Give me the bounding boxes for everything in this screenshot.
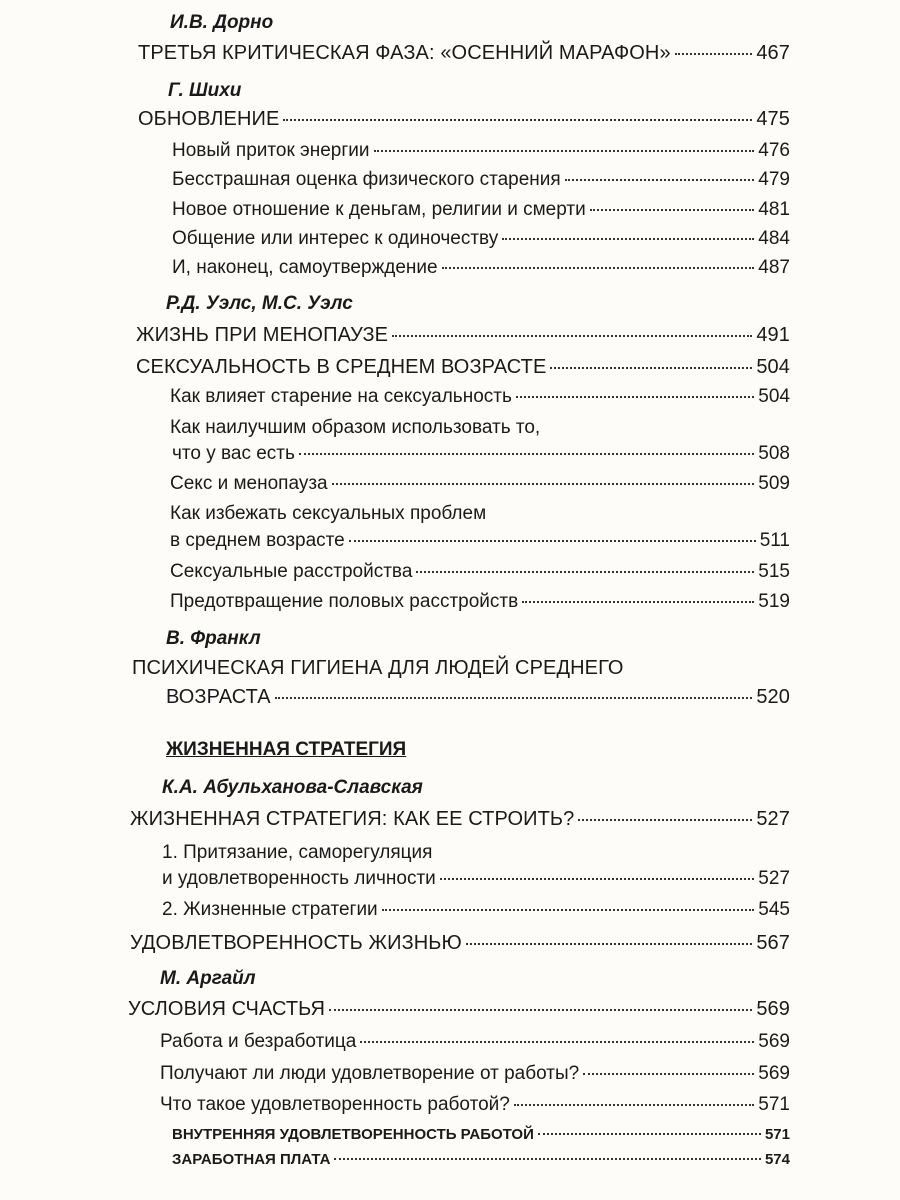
toc-entry: ЖИЗНЬ ПРИ МЕНОПАУЗЕ 491 xyxy=(136,324,790,346)
toc-entry: Как влияет старение на сексуальность 504 xyxy=(170,386,790,407)
toc-entry: ТРЕТЬЯ КРИТИЧЕСКАЯ ФАЗА: «ОСЕННИЙ МАРАФОН» 467 xyxy=(138,42,790,64)
toc-entry-line1: Как избежать сексуальных проблем xyxy=(170,503,487,524)
author-wells: Р.Д. Уэлс, М.С. Уэлс xyxy=(166,293,353,314)
toc-entry: Новое отношение к деньгам, религии и смерти 481 xyxy=(172,199,790,220)
toc-entry: ЗАРАБОТНАЯ ПЛАТА 574 xyxy=(172,1151,790,1168)
toc-entry: УСЛОВИЯ СЧАСТЬЯ 569 xyxy=(128,998,790,1020)
toc-entry: Получают ли люди удовлетворение от работы? 569 xyxy=(160,1063,790,1084)
toc-entry: Предотвращение половых расстройств 519 xyxy=(170,591,790,612)
toc-entry: 2. Жизненные стратегии 545 xyxy=(162,899,790,920)
toc-entry: ОБНОВЛЕНИЕ 475 xyxy=(138,108,790,130)
toc-entry-line1: 1. Притязание, саморегуляция xyxy=(162,842,433,863)
toc-entry-line1: ПСИХИЧЕСКАЯ ГИГИЕНА ДЛЯ ЛЮДЕЙ СРЕДНЕГО xyxy=(132,657,624,679)
author-frankl: В. Франкл xyxy=(166,628,261,649)
toc-entry: Работа и безработица 569 xyxy=(160,1031,790,1052)
toc-entry: Сексуальные расстройства 515 xyxy=(170,561,790,582)
toc-entry: Что такое удовлетворенность работой? 571 xyxy=(160,1094,790,1115)
toc-entry: Бесстрашная оценка физического старения 479 xyxy=(172,169,790,190)
toc-entry: ВНУТРЕННЯЯ УДОВЛЕТВОРЕННОСТЬ РАБОТОЙ 571 xyxy=(172,1126,790,1143)
author-argyle: М. Аргайл xyxy=(160,968,256,989)
toc-entry: ЖИЗНЕННАЯ СТРАТЕГИЯ: КАК ЕЕ СТРОИТЬ? 527 xyxy=(130,808,790,830)
toc-entry: И, наконец, самоутверждение 487 xyxy=(172,257,790,278)
toc-entry: Общение или интерес к одиночеству 484 xyxy=(172,228,790,249)
toc-entry: и удовлетворенность личности 527 xyxy=(162,868,790,889)
toc-entry: СЕКСУАЛЬНОСТЬ В СРЕДНЕМ ВОЗРАСТЕ 504 xyxy=(136,356,790,378)
toc-entry: что у вас есть 508 xyxy=(172,443,790,464)
author-abulkhanova: К.А. Абульханова-Славская xyxy=(162,777,423,798)
toc-entry: УДОВЛЕТВОРЕННОСТЬ ЖИЗНЬЮ 567 xyxy=(130,932,790,954)
toc-entry: Секс и менопауза 509 xyxy=(170,473,790,494)
toc-entry: Новый приток энергии 476 xyxy=(172,140,790,161)
toc-entry: в среднем возрасте 511 xyxy=(170,530,790,551)
section-heading: ЖИЗНЕННАЯ СТРАТЕГИЯ xyxy=(166,739,407,760)
author-sheehy: Г. Шихи xyxy=(168,80,242,101)
toc-entry-line1: Как наилучшим образом использовать то, xyxy=(170,417,541,438)
toc-entry: ВОЗРАСТА 520 xyxy=(166,686,790,708)
author-dorno: И.В. Дорно xyxy=(170,12,274,33)
